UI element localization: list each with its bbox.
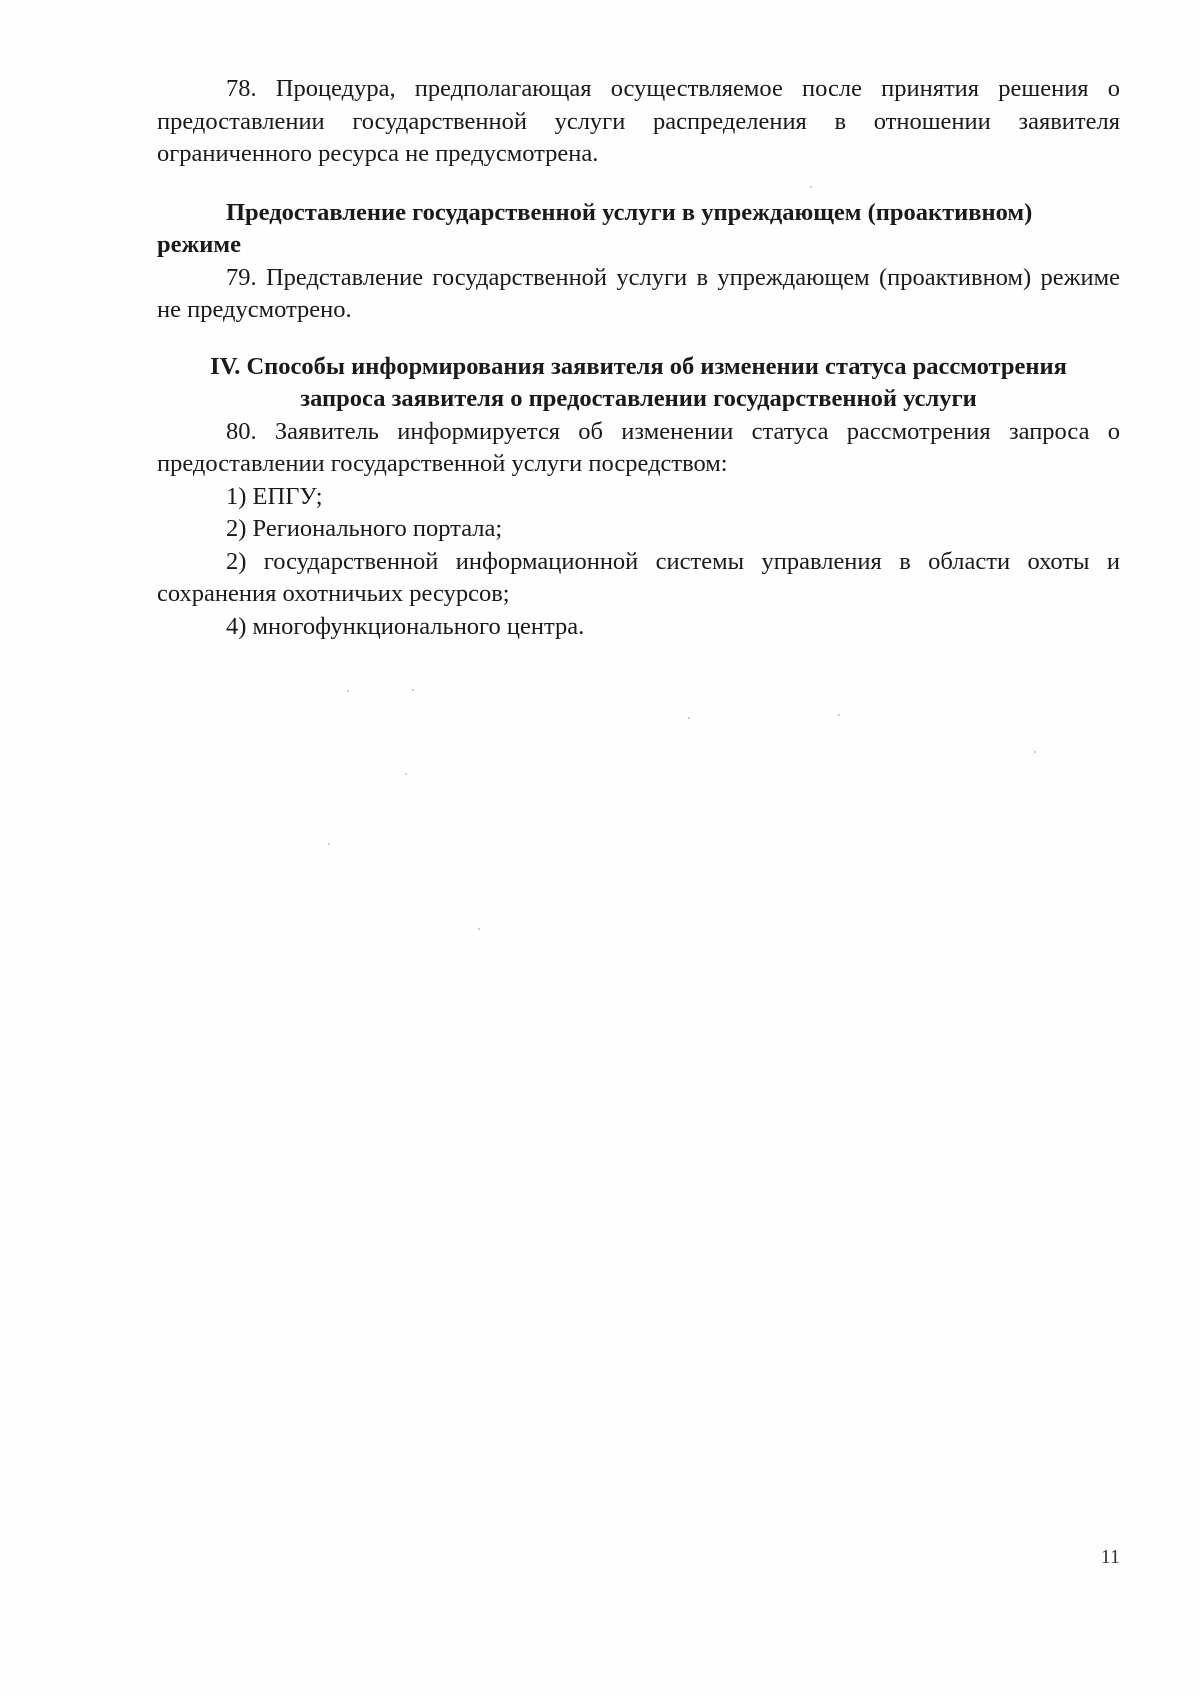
paragraph-78: 78. Процедура, предполагающая осуществляемое после принятия решения о предоставлении государственной услуги распределения в отношении заявителя ограниченного ресурса не предусмотрена. [157,75,1120,167]
scan-speck [1034,751,1036,753]
heading-proactive-line2: режиме [157,231,241,258]
scan-speck [810,186,812,188]
scan-speck [478,928,480,930]
section-4-heading [157,351,1120,416]
scan-speck [405,773,407,775]
scan-speck [347,690,349,692]
list-item: 2) государственной информационной системы управления в области охоты и сохранения охотничьих ресурсов; [157,547,1120,607]
section-4-heading-line2: запроса заявителя о предоставлении государственной услуги [300,385,977,412]
paragraph-79: 79. Представление государственной услуги в упреждающем (проактивном) режиме не предусмотрено. [157,263,1120,323]
heading-proactive [157,197,1120,262]
scan-speck [328,843,330,845]
document-body [157,73,1120,643]
list-item: 2) Регионального портала; [226,515,503,542]
list-item: 4) многофункционального центра. [226,612,585,640]
section-4-heading-line1: IV. Способы информирования заявителя об изменении статуса рассмотрения [210,352,1067,380]
page-number: 11 [1100,1546,1120,1568]
spacer [157,327,1120,351]
heading-proactive-line1: Предоставление государственной услуги в упреждающем (проактивном) [226,198,1033,226]
list-item: 1) ЕПГУ; [226,482,323,510]
scan-speck [838,714,840,716]
scan-speck [688,717,690,719]
scan-speck [412,689,414,691]
spacer [157,171,1120,197]
paragraph-80: 80. Заявитель информируется об изменении статуса рассмотрения запроса о предоставлении государственной услуги посредством: [157,417,1120,477]
